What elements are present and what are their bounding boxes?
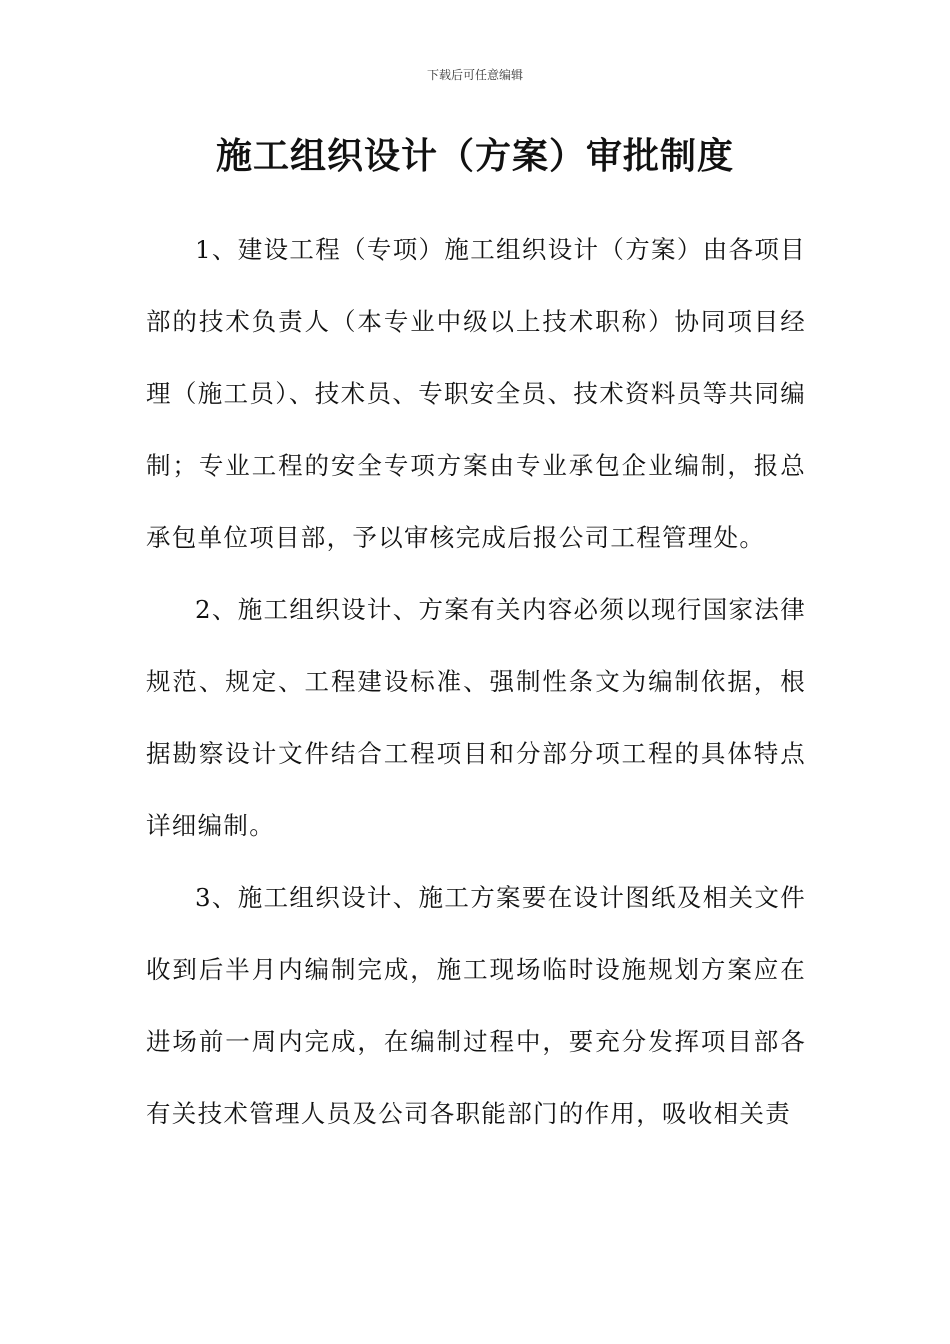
paragraph-3: 3、施工组织设计、施工方案要在设计图纸及相关文件收到后半月内编制完成，施工现场临时设施规划方案应在进场前一周内完成，在编制过程中，要充分发挥项目部各有关技术管理人员及公司各职能部门的作用，吸收相关责: [146, 883, 806, 1128]
paragraph-2: 2、施工组织设计、方案有关内容必须以现行国家法律规范、规定、工程建设标准、强制性条文为编制依据，根据勘察设计文件结合工程项目和分部分项工程的具体特点详细编制。: [146, 595, 806, 840]
document-title: 施工组织设计（方案）审批制度: [215, 135, 734, 177]
header-note: 下载后可任意编辑: [426, 68, 523, 82]
document-body: [146, 214, 806, 1150]
paragraph-1: 1、建设工程（专项）施工组织设计（方案）由各项目部的技术负责人（本专业中级以上技术职称）协同项目经理（施工员）、技术员、专职安全员、技术资料员等共同编制；专业工程的安全专项方案由专业承包企业编制，报总承包单位项目部，予以审核完成后报公司工程管理处。: [146, 235, 806, 552]
